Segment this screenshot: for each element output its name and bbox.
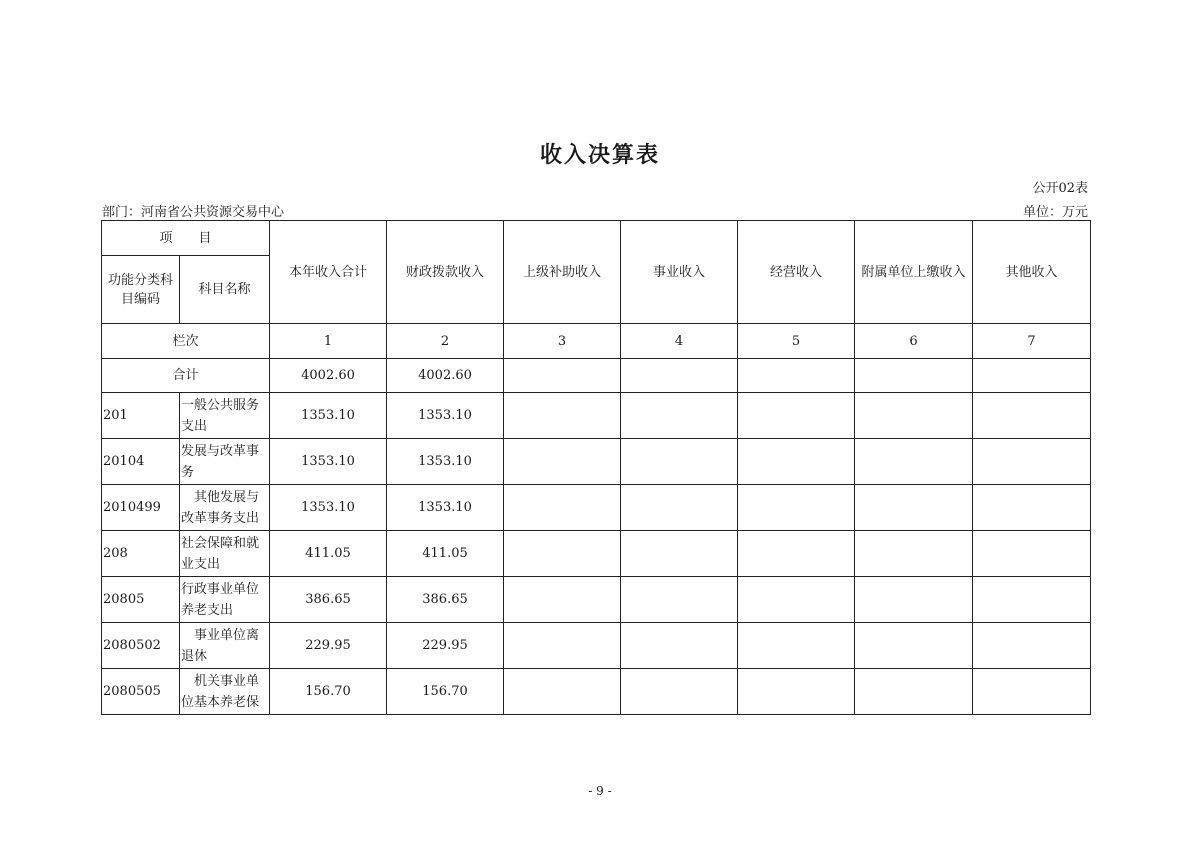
total-value: [738, 359, 855, 393]
cell-value: [621, 669, 738, 715]
row-no-2: 2: [387, 324, 504, 359]
cell-value: [973, 577, 1091, 623]
row-no-6: 6: [855, 324, 973, 359]
cell-value: [504, 669, 621, 715]
cell-value: [973, 439, 1091, 485]
row-no-7: 7: [973, 324, 1091, 359]
subject-name: 发展与改革事务: [180, 439, 270, 485]
cell-value: [738, 485, 855, 531]
func-code-header: 功能分类科目编码: [102, 256, 180, 324]
cell-value: 229.95: [270, 623, 387, 669]
subject-name: 一般公共服务支出: [180, 393, 270, 439]
cell-value: 229.95: [387, 623, 504, 669]
row-no-3: 3: [504, 324, 621, 359]
cell-value: 1353.10: [270, 485, 387, 531]
col-header-7: 其他收入: [973, 221, 1091, 324]
cell-value: [504, 531, 621, 577]
cell-value: 1353.10: [270, 393, 387, 439]
total-label: 合计: [102, 359, 270, 393]
cell-value: [973, 485, 1091, 531]
total-value: [504, 359, 621, 393]
unit-label: 单位：万元: [1022, 205, 1088, 220]
col-header-6: 附属单位上缴收入: [855, 221, 973, 324]
table-row: [102, 439, 1091, 485]
total-row: [102, 359, 1091, 393]
cell-value: [973, 623, 1091, 669]
cell-value: 1353.10: [387, 393, 504, 439]
cell-value: [504, 577, 621, 623]
cell-value: [621, 485, 738, 531]
cell-value: [973, 531, 1091, 577]
department-label: 部门：河南省公共资源交易中心: [102, 205, 285, 220]
col-header-5: 经营收入: [738, 221, 855, 324]
cell-value: [855, 669, 973, 715]
table-row: [102, 623, 1091, 669]
cell-value: [738, 623, 855, 669]
subject-code: 2080505: [102, 669, 180, 715]
cell-value: [738, 393, 855, 439]
total-value: 4002.60: [387, 359, 504, 393]
table-row: [102, 393, 1091, 439]
table-row: [102, 669, 1091, 715]
subject-name: 社会保障和就业支出: [180, 531, 270, 577]
cell-value: 1353.10: [270, 439, 387, 485]
cell-value: [504, 485, 621, 531]
cell-value: [738, 439, 855, 485]
cell-value: [738, 577, 855, 623]
subject-code: 201: [102, 393, 180, 439]
subject-code: 20104: [102, 439, 180, 485]
cell-value: [973, 669, 1091, 715]
col-header-2: 财政拨款收入: [387, 221, 504, 324]
cell-value: [855, 439, 973, 485]
cell-value: 156.70: [270, 669, 387, 715]
document-title: 收入决算表: [539, 142, 660, 168]
subject-name: 事业单位离退休: [180, 623, 270, 669]
total-value: 4002.60: [270, 359, 387, 393]
col-header-1: 本年收入合计: [270, 221, 387, 324]
subject-name-header: 科目名称: [180, 256, 270, 324]
cell-value: [504, 623, 621, 669]
cell-value: 411.05: [387, 531, 504, 577]
cell-value: [621, 623, 738, 669]
cell-value: [738, 531, 855, 577]
table-row: [102, 577, 1091, 623]
cell-value: [855, 531, 973, 577]
subject-name: 其他发展与改革事务支出: [180, 485, 270, 531]
cell-value: 156.70: [387, 669, 504, 715]
cell-value: [621, 577, 738, 623]
subject-name: 行政事业单位养老支出: [180, 577, 270, 623]
cell-value: 411.05: [270, 531, 387, 577]
table-row: [102, 485, 1091, 531]
cell-value: [504, 439, 621, 485]
row-number-row: [102, 324, 1091, 359]
cell-value: [855, 577, 973, 623]
cell-value: [621, 439, 738, 485]
subject-code: 2080502: [102, 623, 180, 669]
subject-code: 2010499: [102, 485, 180, 531]
cell-value: [738, 669, 855, 715]
cell-value: 386.65: [387, 577, 504, 623]
col-header-4: 事业收入: [621, 221, 738, 324]
table-row: [102, 531, 1091, 577]
income-table: [101, 220, 1091, 715]
subject-code: 20805: [102, 577, 180, 623]
col-header-3: 上级补助收入: [504, 221, 621, 324]
cell-value: [855, 623, 973, 669]
row-no-1: 1: [270, 324, 387, 359]
row-no-label: 栏次: [102, 324, 270, 359]
form-number: 公开02表: [1032, 181, 1088, 196]
cell-value: [504, 393, 621, 439]
total-value: [855, 359, 973, 393]
subject-code: 208: [102, 531, 180, 577]
row-no-4: 4: [621, 324, 738, 359]
cell-value: 1353.10: [387, 485, 504, 531]
cell-value: [855, 485, 973, 531]
total-value: [621, 359, 738, 393]
row-no-5: 5: [738, 324, 855, 359]
cell-value: [973, 393, 1091, 439]
header-row-project: [102, 221, 1091, 256]
cell-value: [621, 393, 738, 439]
page-number: - 9 -: [588, 784, 612, 798]
cell-value: [621, 531, 738, 577]
total-value: [973, 359, 1091, 393]
cell-value: [855, 393, 973, 439]
cell-value: 1353.10: [387, 439, 504, 485]
cell-value: 386.65: [270, 577, 387, 623]
project-header: 项 目: [102, 221, 270, 256]
subject-name: 机关事业单位基本养老保: [180, 669, 270, 715]
